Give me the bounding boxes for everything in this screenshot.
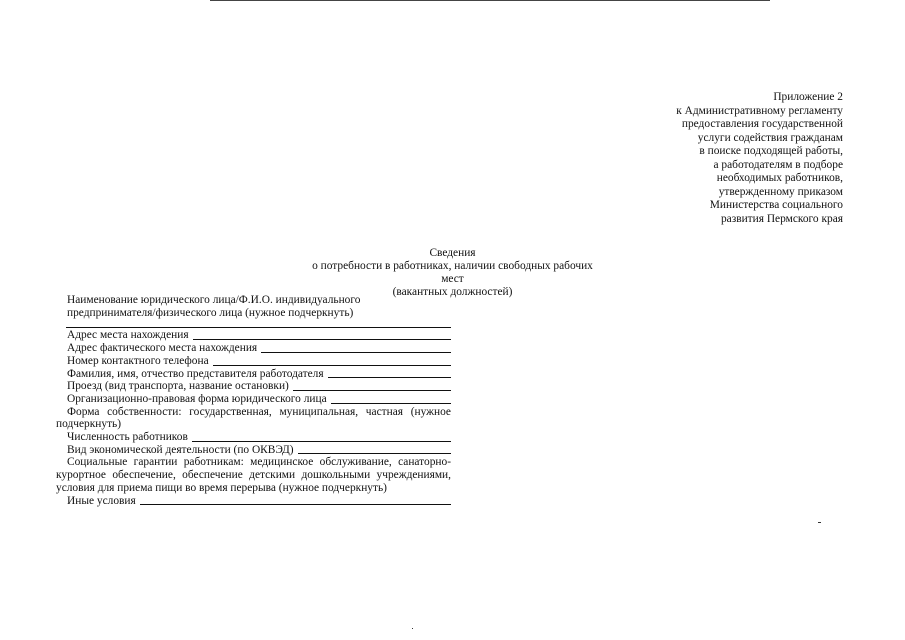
phone-blank-line[interactable] — [213, 365, 451, 366]
title-line: Сведения — [429, 247, 476, 259]
transport-blank-line[interactable] — [293, 390, 451, 391]
appendix-line: утвержденному приказом — [718, 185, 843, 198]
appendix-line: Приложение 2 — [773, 91, 843, 103]
appendix-header — [623, 91, 843, 226]
actual-address-label: Адрес фактического места нахождения — [67, 342, 258, 355]
scan-speck — [818, 522, 821, 523]
phone-label: Номер контактного телефона — [67, 354, 209, 367]
representative-label: Фамилия, имя, отчество представителя работодателя — [67, 367, 324, 380]
actual-address-blank-line[interactable] — [261, 352, 451, 353]
representative-blank-line[interactable] — [328, 377, 451, 378]
appendix-line: а работодателям в подборе — [713, 158, 843, 171]
org-name-label: Наименование юридического лица/Ф.И.О. индивидуального — [67, 294, 361, 306]
address-label: Адрес места нахождения — [67, 329, 189, 342]
legal-form-label: Организационно-правовая форма юридического лица — [67, 392, 327, 405]
appendix-line: услуги содействия гражданам — [697, 131, 843, 144]
appendix-line: развития Пермского края — [720, 212, 843, 225]
ownership-label: Форма собственности: государственная, муниципальная, частная (нужное подчеркнуть) — [56, 405, 451, 431]
appendix-line: Министерства социального — [709, 199, 843, 211]
appendix-line: необходимых работников, — [716, 172, 843, 184]
representative-field[interactable] — [56, 368, 451, 381]
other-conditions-blank-line[interactable] — [140, 504, 451, 505]
scan-speck — [412, 628, 413, 629]
title-line: (вакантных должностей) — [392, 286, 513, 298]
actual-address-field[interactable] — [56, 342, 451, 355]
appendix-line: предоставления государственной — [681, 118, 843, 130]
title-line: о потребности в работниках, наличии свободных рабочих мест — [312, 260, 593, 285]
appendix-line: к Административному регламенту — [676, 104, 843, 117]
employees-label: Численность работников — [67, 431, 188, 444]
legal-form-field[interactable] — [56, 393, 451, 406]
activity-field[interactable] — [56, 444, 451, 457]
transport-label: Проезд (вид транспорта, название остановки) — [67, 380, 289, 393]
address-field[interactable] — [56, 329, 451, 342]
document-title — [300, 247, 605, 299]
employees-field[interactable] — [56, 431, 451, 444]
guarantees-label: Социальные гарантии работникам: медицинское обслуживание, санаторно-курортное обеспечение, обеспечение детскими дошкольными учреждениями, условия для приема пищи во время перерыва (нужное подчеркнуть) — [56, 456, 451, 494]
activity-blank-line[interactable] — [298, 453, 451, 454]
scan-edge-line — [210, 0, 770, 1]
form-fields — [56, 294, 451, 507]
address-blank-line[interactable] — [193, 339, 451, 340]
transport-field[interactable] — [56, 380, 451, 393]
phone-field[interactable] — [56, 355, 451, 368]
legal-form-blank-line[interactable] — [331, 403, 451, 404]
appendix-line: в поиске подходящей работы, — [699, 145, 843, 157]
activity-label: Вид экономической деятельности (по ОКВЭД) — [67, 443, 294, 456]
other-conditions-label: Иные условия — [67, 494, 136, 507]
other-conditions-field[interactable] — [56, 495, 451, 508]
org-name-blank-line[interactable] — [66, 321, 451, 328]
org-name-label-cont: предпринимателя/физического лица (нужное подчеркнуть) — [67, 306, 354, 319]
employees-blank-line[interactable] — [192, 441, 451, 442]
